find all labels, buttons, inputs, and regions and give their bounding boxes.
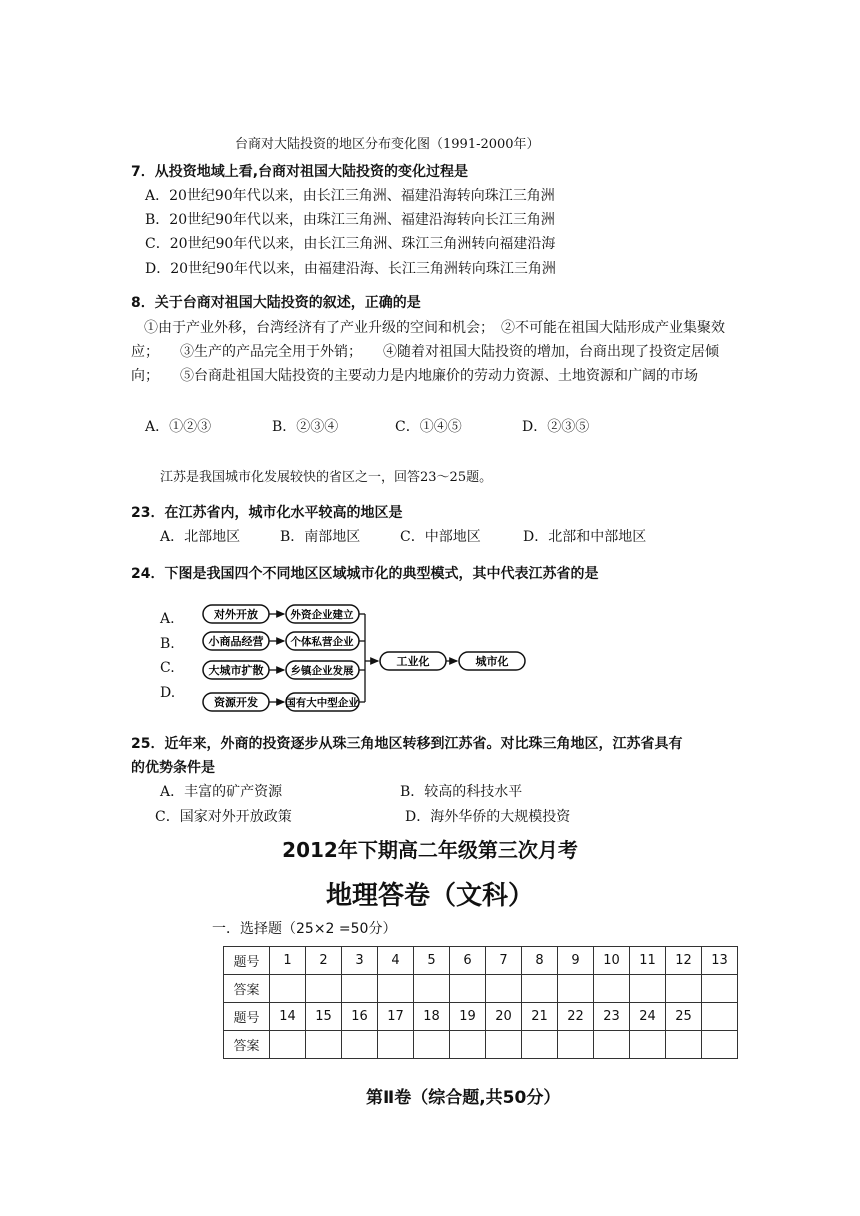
mid-box-3	[286, 661, 359, 679]
question-number-cell: 9	[558, 947, 594, 975]
answer-cell[interactable]	[378, 1031, 414, 1059]
q8-option-c: C．①④⑤	[395, 419, 462, 435]
answer-cell[interactable]	[558, 975, 594, 1003]
part2-heading: 第Ⅱ卷（综合题,共50分）	[366, 1088, 561, 1108]
answer-cell[interactable]	[666, 975, 702, 1003]
question-number-cell: 21	[522, 1003, 558, 1031]
question-number-cell: 10	[594, 947, 630, 975]
question-number-cell: 22	[558, 1003, 594, 1031]
answer-cell[interactable]	[270, 975, 306, 1003]
q8-option-a: A．①②③	[145, 419, 212, 435]
q8-stem: 8．关于台商对祖国大陆投资的叙述，正确的是	[131, 295, 421, 311]
industrialization-box	[380, 652, 446, 670]
exam-title: 2012年下期高二年级第三次月考	[282, 838, 578, 862]
table-row-answers-2	[224, 1031, 738, 1059]
left-box-2	[203, 632, 269, 650]
q25-stem-line2: 的优势条件是	[131, 760, 215, 776]
answer-cell[interactable]	[378, 975, 414, 1003]
answer-cell[interactable]	[270, 1031, 306, 1059]
q24-option-d: D.	[160, 685, 176, 701]
answer-cell[interactable]	[630, 1031, 666, 1059]
section-intro: 江苏是我国城市化发展较快的省区之一，回答23～25题。	[160, 470, 493, 485]
row-label-answer: 答案	[224, 1031, 270, 1059]
answer-table	[223, 946, 738, 1059]
question-number-cell: 11	[630, 947, 666, 975]
q25-option-c: C．国家对外开放政策	[155, 809, 292, 825]
q23-option-c: C．中部地区	[400, 529, 481, 545]
answer-cell[interactable]	[558, 1031, 594, 1059]
answer-cell[interactable]	[342, 975, 378, 1003]
left-box-3	[203, 661, 269, 679]
svg-text:大城市扩散: 大城市扩散	[208, 664, 264, 677]
answer-cell[interactable]	[486, 975, 522, 1003]
question-number-cell: 24	[630, 1003, 666, 1031]
q7-option-d: D．20世纪90年代以来，由福建沿海、长江三角洲转向珠江三角洲	[145, 261, 556, 277]
q8-statements: ①由于产业外移，台湾经济有了产业升级的空间和机会； ②不可能在祖国大陆形成产业集聚效应； ③生产的产品完全用于外销； ④随着对祖国大陆投资的增加，台商出现了投资定居倾向； ⑤台商赴祖国大陆投资的主要动力是内地廉价的劳动力资源、土地资源和广阔的市场	[131, 320, 725, 384]
answer-cell[interactable]	[522, 1031, 558, 1059]
svg-text:城市化: 城市化	[475, 655, 509, 668]
question-number-cell: 4	[378, 947, 414, 975]
table-row-numbers-1	[224, 947, 738, 975]
q24-option-a: A.	[160, 611, 175, 627]
question-number-cell: 2	[306, 947, 342, 975]
q24-stem: 24．下图是我国四个不同地区区域城市化的典型模式，其中代表江苏省的是	[131, 566, 599, 582]
question-number-cell: 7	[486, 947, 522, 975]
answer-cell[interactable]	[414, 1031, 450, 1059]
mid-box-4	[285, 693, 359, 711]
row-label-answer: 答案	[224, 975, 270, 1003]
q23-option-b: B．南部地区	[280, 529, 361, 545]
question-number-cell: 23	[594, 1003, 630, 1031]
answer-cell[interactable]	[450, 1031, 486, 1059]
question-number-cell: 5	[414, 947, 450, 975]
question-number-cell: 25	[666, 1003, 702, 1031]
answer-cell[interactable]	[486, 1031, 522, 1059]
row-label-number: 题号	[224, 947, 270, 975]
mid-box-2	[286, 632, 359, 650]
question-number-cell: 20	[486, 1003, 522, 1031]
q8-option-b: B．②③④	[272, 419, 339, 435]
answer-cell[interactable]	[522, 975, 558, 1003]
question-number-cell: 16	[342, 1003, 378, 1031]
answer-cell[interactable]	[594, 975, 630, 1003]
left-box-1	[203, 605, 269, 623]
question-number-cell: 17	[378, 1003, 414, 1031]
q8-option-d: D．②③⑤	[522, 419, 590, 435]
answer-sheet-title: 地理答卷（文科）	[325, 881, 534, 911]
table-row-numbers-2	[224, 1003, 738, 1031]
q25-option-d: D．海外华侨的大规模投资	[405, 809, 571, 825]
question-number-cell	[702, 1003, 738, 1031]
q7-stem: 7．从投资地域上看,台商对祖国大陆投资的变化过程是	[131, 164, 469, 180]
question-number-cell: 6	[450, 947, 486, 975]
question-number-cell: 13	[702, 947, 738, 975]
urbanization-box	[459, 652, 525, 670]
q7-option-b: B．20世纪90年代以来，由珠江三角洲、福建沿海转向长江三角洲	[145, 212, 555, 228]
q7-option-c: C．20世纪90年代以来，由长江三角洲、珠江三角洲转向福建沿海	[145, 236, 556, 252]
q23-stem: 23．在江苏省内，城市化水平较高的地区是	[131, 505, 403, 521]
question-number-cell: 14	[270, 1003, 306, 1031]
q25-stem-line1: 25．近年来，外商的投资逐步从珠三角地区转移到江苏省。对比珠三角地区，江苏省具有	[131, 736, 683, 752]
answer-cell[interactable]	[666, 1031, 702, 1059]
q25-option-b: B．较高的科技水平	[400, 784, 523, 800]
urbanization-flow-diagram	[195, 600, 535, 720]
answer-cell[interactable]	[594, 1031, 630, 1059]
answer-cell[interactable]	[306, 975, 342, 1003]
section-choice-heading: 一．选择题（25×2 =50分）	[212, 921, 397, 937]
answer-cell[interactable]	[414, 975, 450, 1003]
question-number-cell: 12	[666, 947, 702, 975]
answer-cell[interactable]	[306, 1031, 342, 1059]
question-number-cell: 15	[306, 1003, 342, 1031]
table-row-answers-1	[224, 975, 738, 1003]
row-label-number: 题号	[224, 1003, 270, 1031]
answer-cell[interactable]	[450, 975, 486, 1003]
question-number-cell: 8	[522, 947, 558, 975]
svg-text:外资企业建立: 外资企业建立	[290, 609, 354, 621]
answer-cell[interactable]	[702, 975, 738, 1003]
question-number-cell: 18	[414, 1003, 450, 1031]
svg-text:资源开发: 资源开发	[214, 696, 258, 709]
question-number-cell: 1	[270, 947, 306, 975]
svg-text:小商品经营: 小商品经营	[208, 635, 264, 648]
q23-option-a: A．北部地区	[160, 529, 241, 545]
svg-text:个体私营企业: 个体私营企业	[290, 636, 354, 648]
answer-cell[interactable]	[702, 1031, 738, 1059]
q23-option-d: D．北部和中部地区	[523, 529, 647, 545]
q7-option-a: A．20世纪90年代以来，由长江三角洲、福建沿海转向珠江三角洲	[145, 188, 555, 204]
q25-option-a: A．丰富的矿产资源	[160, 784, 283, 800]
q24-option-c: C.	[160, 660, 175, 676]
question-number-cell: 19	[450, 1003, 486, 1031]
answer-cell[interactable]	[342, 1031, 378, 1059]
svg-text:对外开放: 对外开放	[214, 608, 258, 621]
mid-box-1	[286, 605, 359, 623]
svg-text:国有大中型企业: 国有大中型企业	[285, 697, 359, 709]
answer-cell[interactable]	[630, 975, 666, 1003]
svg-text:乡镇企业发展: 乡镇企业发展	[290, 665, 354, 677]
map-caption: 台商对大陆投资的地区分布变化图（1991-2000年）	[235, 137, 540, 152]
svg-text:工业化: 工业化	[396, 655, 430, 668]
question-number-cell: 3	[342, 947, 378, 975]
q24-option-b: B.	[160, 636, 175, 652]
left-box-4	[203, 693, 269, 711]
